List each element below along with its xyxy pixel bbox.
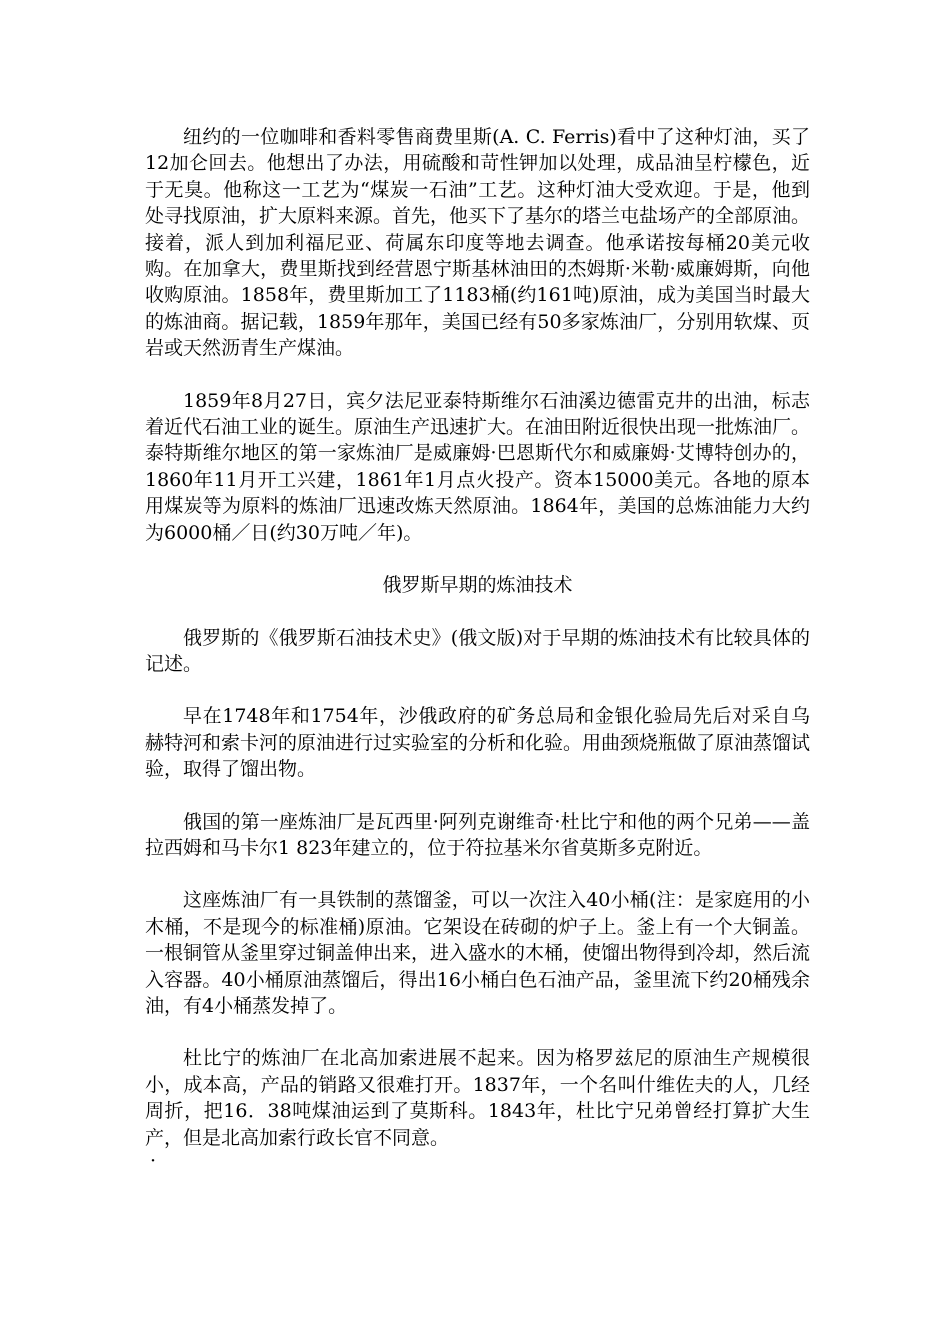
section-heading: 俄罗斯早期的炼油技术	[382, 574, 573, 597]
paragraph-early-experiments: 早在1748年和1754年，沙俄政府的矿务总局和金银化验局先后对采自乌赫特河和索卡河的原油进行过实验室的分析和化验。用曲颈烧瓶做了原油蒸馏试验，取得了馏出物。	[145, 705, 811, 781]
paragraph-drake-well: 1859年8月27日，宾夕法尼亚泰特斯维尔石油溪边德雷克井的出油，标志着近代石油工业的诞生。原油生产迅速扩大。在油田附近很快出现一批炼油厂。泰特斯维尔地区的第一家炼油厂是威廉姆·巴恩斯代尔和威廉姆·艾博特创办的，1860年11月开工兴建，1861年1月点火投产。资本15000美元。各地的原本用煤炭等为原料的炼油厂迅速改炼天然原油。1864年，美国的总炼油能力大约为6000桶／日(约30万吨／年)。	[145, 389, 811, 544]
paragraph-dubinin-refinery: 杜比宁的炼油厂在北高加索进展不起来。因为格罗兹尼的原油生产规模很小，成本高，产品的销路又很难打开。1837年，一个名叫什维佐夫的人，几经周折，把16．38吨煤油运到了莫斯科。1843年，杜比宁兄弟曾经打算扩大生产，但是北高加索行政长官不同意。	[145, 1047, 810, 1149]
document-body	[145, 124, 810, 1171]
paragraph-russian-history: 俄罗斯的《俄罗斯石油技术史》(俄文版)对于早期的炼油技术有比较具体的记述。	[145, 626, 810, 675]
paragraph-first-refinery: 俄国的第一座炼油厂是瓦西里·阿列克谢维奇·杜比宁和他的两个兄弟——盖拉西姆和马卡尔1 823年建立的，位于符拉基米尔省莫斯多克附近。	[145, 810, 810, 859]
paragraph-ferris: 纽约的一位咖啡和香料零售商费里斯(A. C. Ferris)看中了这种灯油，买了12加仑回去。他想出了办法，用硫酸和苛性钾加以处理，成品油呈柠檬色，近于无臭。他称这一工艺为“煤炭一石油”工艺。这种灯油大受欢迎。于是，他到处寻找原油，扩大原料来源。首先，他买下了基尔的塔兰屯盐场产的全部原油。接着，派人到加利福尼亚、荷属东印度等地去调查。他承诺按每桶20美元收购。在加拿大，费里斯找到经营恩宁斯基林油田的杰姆斯·米勒·威廉姆斯，向他收购原油。1858年，费里斯加工了1183桶(约161吨)原油，成为美国当时最大的炼油商。据记载，1859年那年，美国已经有50多家炼油厂，分别用软煤、页岩或天然沥青生产煤油。	[145, 126, 811, 360]
trailing-dot: ·	[150, 1150, 157, 1172]
paragraph-distillation-still: 这座炼油厂有一具铁制的蒸馏釜，可以一次注入40小桶(注：是家庭用的小木桶，不是现今的标准桶)原油。它架设在砖砌的炉子上。釜上有一个大铜盖。一根铜管从釜里穿过铜盖伸出来，进入盛水的木桶，使馏出物得到冷却，然后流入容器。40小桶原油蒸馏后，得出16小桶白色石油产品，釜里流下约20桶残余油，有4小桶蒸发掉了。	[145, 889, 811, 1017]
